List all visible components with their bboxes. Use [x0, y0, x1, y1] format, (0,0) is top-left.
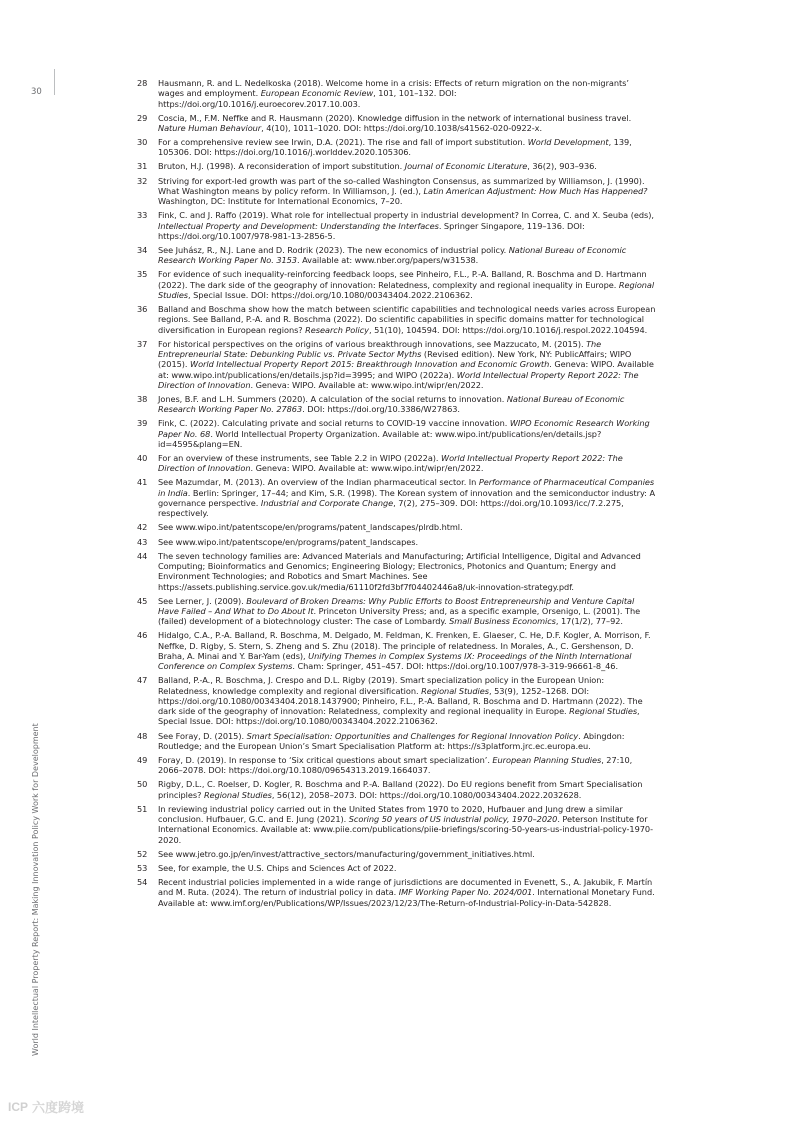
endnote-53: [137, 863, 657, 873]
endnote-italic-title: Intellectual Property and Development: Understanding the Interfaces: [158, 220, 439, 231]
endnote-text: [158, 113, 657, 134]
endnote-31: [137, 161, 657, 171]
endnote-text-segment: In reviewing industrial policy carried out in the United States from 1970 to 2020, Hufbauer and Jung drew a similar conclusion. Hufbauer, G.C. and E. Jung (2021).: [158, 803, 623, 825]
endnote-italic-title: National Bureau of Economic Research Working Paper No. 27863: [158, 393, 625, 415]
endnote-number: 50: [137, 779, 148, 790]
endnote-number: 47: [137, 675, 148, 686]
endnote-text: [158, 304, 657, 335]
endnote-number: 39: [137, 418, 148, 429]
endnote-text: [158, 731, 657, 752]
endnote-text: [158, 630, 657, 671]
endnote-text-segment: , 4(10), 1011–1020. DOI: https://doi.org/10.1038/s41562-020-0922-x.: [261, 122, 543, 133]
endnote-34: [137, 245, 657, 266]
endnote-number: 34: [137, 244, 148, 255]
endnote-text: [158, 161, 657, 171]
endnote-italic-title: Small Business Economics: [449, 616, 556, 627]
endnote-52: [137, 849, 657, 859]
endnote-italic-title: Latin American Adjustment: How Much Has Happened?: [423, 185, 648, 196]
endnote-number: 52: [137, 848, 148, 859]
endnote-text-segment: . World Intellectual Property Organization. Available at: www.wipo.int/publications/en/details.jsp?id=4595&plang=EN.: [158, 428, 602, 449]
endnote-text-segment: Rigby, D.L., C. Roelser, D. Kogler, R. Boschma and P.-A. Balland (2022). Do EU regions benefit from Smart Specialisation principles?: [158, 779, 643, 800]
endnote-text-segment: , 7(2), 275–309. DOI: https://doi.org/10.1093/icc/7.2.275, respectively.: [158, 498, 624, 519]
endnote-number: 38: [137, 393, 148, 404]
endnote-text: [158, 78, 657, 109]
endnote-number: 49: [137, 754, 148, 765]
endnote-italic-title: Performance of Pharmaceutical Companies in India: [158, 477, 655, 498]
endnote-text-segment: Hidalgo, C.A., P.-A. Balland, R. Boschma, M. Delgado, M. Feldman, K. Frenken, E. Glaeser, C. He, D.F. Kogler, A. Morrison, F. Neffke, D. Rigby, S. Stern, S. Zheng and S. Zhu (2018). The principle of relatedness. In Morales, A., C. Gershenson, D. Braha, A. Minai and Y. Bar-Yam (eds),: [158, 630, 651, 661]
endnote-text: [158, 596, 657, 627]
endnote-36: [137, 304, 657, 335]
endnote-italic-title: European Planning Studies: [492, 754, 602, 765]
endnote-text-segment: Jones, B.F. and L.H. Summers (2020). A calculation of the social returns to innovation.: [158, 393, 507, 404]
endnote-text-segment: See www.jetro.go.jp/en/invest/attractive_sectors/manufacturing/government_initiatives.html.: [158, 848, 535, 859]
endnote-italic-title: IMF Working Paper No. 2024/001: [398, 887, 533, 898]
endnote-30: [137, 137, 657, 158]
page-number: 30: [31, 87, 42, 97]
endnote-number: 41: [137, 477, 148, 488]
endnote-italic-title: World Intellectual Property Report 2015: Breakthrough Innovation and Economic Growth: [190, 359, 550, 370]
endnote-text-segment: For an overview of these instruments, see Table 2.2 in WIPO (2022a).: [158, 453, 442, 464]
endnote-text-segment: See Lerner, J. (2009).: [158, 595, 247, 606]
endnote-number: 54: [137, 876, 148, 887]
endnote-29: [137, 113, 657, 134]
endnote-number: 31: [137, 161, 148, 172]
endnote-text-segment: , 36(2), 903–936.: [527, 161, 597, 172]
endnote-text-segment: Coscia, M., F.M. Neffke and R. Hausmann (2020). Knowledge diffusion in the network of international business travel.: [158, 112, 632, 123]
endnote-text: [158, 675, 657, 726]
endnote-text-segment: , Special Issue. DOI: https://doi.org/10.1080/00343404.2022.2106362.: [188, 289, 473, 300]
endnote-text: [158, 418, 657, 449]
endnote-italic-title: Regional Studies: [158, 279, 655, 300]
endnote-text: [158, 210, 657, 241]
endnote-text: [158, 863, 657, 873]
endnote-number: 45: [137, 595, 148, 606]
endnote-text-segment: See www.wipo.int/patentscope/en/programs/patent_landscapes.: [158, 536, 419, 547]
endnote-text-segment: See Mazumdar, M. (2013). An overview of the Indian pharmaceutical sector. In: [158, 477, 479, 488]
endnote-text-segment: , 56(12), 2058–2073. DOI: https://doi.org/10.1080/00343404.2022.2032628.: [271, 789, 582, 800]
endnote-text: [158, 394, 657, 415]
endnote-text-segment: Fink, C. and J. Raffo (2019). What role for intellectual property in industrial development? In Correa, C. and X. Seuba (eds),: [158, 210, 654, 221]
endnote-text-segment: Fink, C. (2022). Calculating private and social returns to COVID-19 vaccine innovation.: [158, 418, 510, 429]
endnote-text-segment: Bruton, H.J. (1998). A reconsideration of import substitution.: [158, 161, 405, 172]
endnote-32: [137, 176, 657, 207]
endnote-text-segment: See Foray, D. (2015).: [158, 730, 247, 741]
endnote-italic-title: World Development: [527, 137, 609, 148]
endnote-number: 48: [137, 730, 148, 741]
endnote-number: 42: [137, 522, 148, 533]
endnote-text-segment: . Princeton University Press; and, as a specific example, Orsenigo, L. (2001). The (failed) development of a biotechnology cluster: The case of Lombardy.: [158, 605, 641, 627]
endnote-text-segment: . DOI: https://doi.org/10.3386/W27863.: [302, 404, 460, 415]
endnote-text-segment: Washington, DC: Institute for International Economics, 7–20.: [158, 196, 403, 207]
endnote-39: [137, 418, 657, 449]
endnote-text-segment: , 53(9), 1252–1268. DOI: https://doi.org/10.1080/00343404.2018.1437900; Pinheiro, F.L., P.-A. Balland, R. Boschma and D. Hartmann (2022). The dark side of the geography of innovation: Relatedness, complexity and regional inequality in Europe.: [158, 685, 643, 717]
endnote-italic-title: WIPO Economic Research Working Paper No. 68: [158, 418, 650, 439]
endnote-28: [137, 78, 657, 109]
endnote-number: 36: [137, 304, 148, 315]
endnote-italic-title: Research Policy: [305, 324, 369, 335]
endnote-text-segment: See Juhász, R., N.J. Lane and D. Rodrik (2023). The new economics of industrial policy.: [158, 244, 509, 255]
endnote-number: 37: [137, 338, 148, 349]
endnote-italic-title: World Intellectual Property Report 2022: The Direction of Innovation: [158, 369, 639, 390]
endnote-text-segment: Striving for export-led growth was part of the so-called Washington Consensus, as summarized by Williamson, J. (1990). What Washington means by policy reform. In Williamson, J. (ed.),: [158, 175, 645, 196]
endnote-number: 40: [137, 453, 148, 464]
endnote-text-segment: For historical perspectives on the origins of various breakthrough innovations, see Mazzucato, M. (2015).: [158, 338, 587, 349]
endnote-text-segment: . Abingdon: Routledge; and the European Union’s Smart Specialisation Platform at: https://s3platform.jrc.ec.europa.eu.: [158, 730, 625, 751]
running-title: World Intellectual Property Report: Making Innovation Policy Work for Development: [31, 723, 40, 1056]
endnote-text-segment: . Cham: Springer, 451–457. DOI: https://doi.org/10.1007/978-3-319-96661-8_46.: [292, 661, 619, 672]
endnote-text-segment: . Available at: www.nber.org/papers/w31538.: [296, 255, 479, 266]
endnote-text-segment: Balland and Boschma show how the match between scientific capabilities and technological needs varies across European regions. See Balland, P.-A. and R. Boschma (2022). Do scientific capabilities in specific domains matter for technological diversification in European regions?: [158, 304, 656, 335]
endnote-number: 44: [137, 550, 148, 561]
endnote-text-segment: . Peterson Institute for International Economics. Available at: www.piie.com/publications/piie-briefings/scoring-50-years-us-industrial-policy-1970-2020.: [158, 814, 653, 845]
endnote-text-segment: Recent industrial policies implemented in a wide range of jurisdictions are documented in Evenett, S., A. Jakubik, F. Martín and M. Ruta. (2024). The return of industrial policy in data.: [158, 876, 653, 898]
endnote-number: 43: [137, 536, 148, 547]
endnote-number: 35: [137, 269, 148, 280]
endnote-number: 32: [137, 175, 148, 186]
endnote-italic-title: Journal of Economic Literature: [404, 161, 528, 172]
endnote-italic-title: Smart Specialisation: Opportunities and Challenges for Regional Innovation Policy: [246, 730, 579, 741]
endnote-37: [137, 339, 657, 390]
endnote-46: [137, 630, 657, 671]
endnote-italic-title: Industrial and Corporate Change: [260, 498, 394, 509]
watermark-logo-icon: ICP: [8, 1099, 29, 1114]
endnote-text: [158, 779, 657, 800]
endnote-italic-title: National Bureau of Economic Research Working Paper No. 3153: [158, 244, 627, 266]
endnote-italic-title: Unifying Themes in Complex Systems IX: Proceedings of the Ninth International Conference on Complex Systems: [158, 650, 632, 672]
endnote-text-segment: , 101, 101–132. DOI: https://doi.org/10.1016/j.euroecorev.2017.10.003.: [158, 88, 457, 109]
endnote-49: [137, 755, 657, 776]
endnote-43: [137, 537, 657, 547]
endnote-text: [158, 551, 657, 592]
endnote-42: [137, 522, 657, 532]
endnote-text-segment: For a comprehensive review see Irwin, D.A. (2021). The rise and fall of import substitution.: [158, 137, 528, 148]
endnote-number: 28: [137, 78, 148, 88]
endnote-number: 29: [137, 112, 148, 123]
endnote-41: [137, 477, 657, 518]
endnote-text: [158, 477, 657, 518]
endnote-38: [137, 394, 657, 415]
endnote-text: [158, 877, 657, 908]
endnote-number: 46: [137, 630, 148, 641]
endnote-text: [158, 339, 657, 390]
endnote-number: 51: [137, 803, 148, 814]
endnote-italic-title: Scoring 50 years of US industrial policy, 1970–2020: [348, 814, 558, 825]
endnote-text: [158, 849, 657, 859]
endnote-54: [137, 877, 657, 908]
endnote-33: [137, 210, 657, 241]
endnote-text-segment: Hausmann, R. and L. Nedelkoska (2018). Welcome home in a crisis: Effects of return migration on the non-migrants’ wages and employment.: [158, 78, 629, 99]
endnote-45: [137, 596, 657, 627]
watermark: [8, 1097, 84, 1116]
endnote-text: [158, 269, 657, 300]
endnote-text: [158, 176, 657, 207]
endnote-40: [137, 453, 657, 474]
endnote-text-segment: , 139, 105306. DOI: https://doi.org/10.1016/j.worlddev.2020.105306.: [158, 137, 632, 158]
endnote-number: 33: [137, 210, 148, 221]
endnotes-list: [137, 78, 657, 912]
endnote-text: [158, 804, 657, 845]
watermark-text: 六度跨境: [32, 1101, 85, 1116]
endnote-italic-title: Regional Studies: [421, 685, 489, 696]
endnote-text: [158, 537, 657, 547]
endnote-35: [137, 269, 657, 300]
endnote-text-segment: . Geneva: WIPO. Available at: www.wipo.int/wipr/en/2022.: [250, 463, 484, 474]
endnote-text-segment: , 27:10, 2066–2078. DOI: https://doi.org/10.1080/09654313.2019.1664037.: [158, 754, 633, 776]
endnote-italic-title: European Economic Review: [260, 88, 374, 99]
endnote-text-segment: The seven technology families are: Advanced Materials and Manufacturing; Artificial Intelligence, Digital and Advanced Computing; Bioinformatics and Genomics; Engineering Biology; Electronics, Photonics and Quantum; Energy and Environment Technologies; and Robotics and Smart Machines. See https://assets.publishing.service.gov.uk/media/61110f2fd3bf7f04402446a8/uk-innovation-strategy.pdf.: [158, 550, 641, 592]
endnote-italic-title: Regional Studies: [203, 789, 272, 800]
endnote-text-segment: Balland, P.-A., R. Boschma, J. Crespo and D.L. Rigby (2019). Smart specialization policy in the European Union: Relatedness, knowledge complexity and regional diversification.: [158, 675, 605, 696]
endnote-text-segment: See www.wipo.int/patentscope/en/programs/patent_landscapes/plrdb.html.: [158, 522, 463, 533]
endnote-text: [158, 453, 657, 474]
endnote-text: [158, 137, 657, 158]
endnote-50: [137, 779, 657, 800]
endnote-italic-title: The Entrepreneurial State: Debunking Public vs. Private Sector Myths: [158, 338, 602, 359]
endnote-text-segment: , Special Issue. DOI: https://doi.org/10.1080/00343404.2022.2106362.: [158, 706, 640, 727]
endnote-text-segment: . Geneva: WIPO. Available at: www.wipo.int/wipr/en/2022.: [250, 379, 484, 390]
endnote-text-segment: For evidence of such inequality-reinforcing feedback loops, see Pinheiro, F.L., P.-A. Balland, R. Boschma and D. Hartmann (2022). The dark side of the geography of innovation: Relatedness, complexity and regional inequality in Europe.: [158, 269, 647, 290]
endnote-44: [137, 551, 657, 592]
endnote-48: [137, 731, 657, 752]
endnote-text-segment: Foray, D. (2019). In response to ‘Six critical questions about smart specialization’.: [158, 754, 493, 765]
endnote-text-segment: , 17(1/2), 77–92.: [555, 616, 623, 627]
endnote-text-segment: . International Monetary Fund. Available at: www.imf.org/en/Publications/WP/Issues/2023/12/23/The-Return-of-Industrial-Policy-in-Data-542828.: [158, 887, 655, 908]
endnote-text-segment: , 51(10), 104594. DOI: https://doi.org/10.1016/j.respol.2022.104594.: [368, 324, 648, 335]
endnote-text: [158, 245, 657, 266]
endnote-text-segment: . Berlin: Springer, 17–44; and Kim, S.R. (1998). The Korean system of innovation and the semiconductor industry: A governance perspective.: [158, 487, 655, 509]
endnote-text: [158, 522, 657, 532]
endnote-text-segment: (Revised edition). New York, NY: PublicAffairs; WIPO (2015).: [158, 349, 632, 370]
endnote-italic-title: Regional Studies: [569, 706, 638, 717]
endnote-text-segment: . Springer Singapore, 119–136. DOI: https://doi.org/10.1007/978-981-13-2856-5.: [158, 220, 585, 241]
endnote-number: 30: [137, 137, 148, 148]
endnote-italic-title: Nature Human Behaviour: [158, 122, 262, 133]
endnote-italic-title: Boulevard of Broken Dreams: Why Public Efforts to Boost Entrepreneurship and Venture Capital Have Failed – And What to Do About It: [158, 595, 635, 616]
endnote-text-segment: See, for example, the U.S. Chips and Sciences Act of 2022.: [158, 862, 397, 873]
endnote-number: 53: [137, 862, 148, 873]
endnote-italic-title: World Intellectual Property Report 2022: The Direction of Innovation: [158, 453, 623, 474]
endnote-text: [158, 755, 657, 776]
endnote-47: [137, 675, 657, 726]
margin-rule: [54, 69, 55, 95]
endnote-51: [137, 804, 657, 845]
endnote-text-segment: . Geneva: WIPO. Available at: www.wipo.int/publications/en/details.jsp?id=3995; and WIPO (2022a).: [158, 359, 654, 380]
